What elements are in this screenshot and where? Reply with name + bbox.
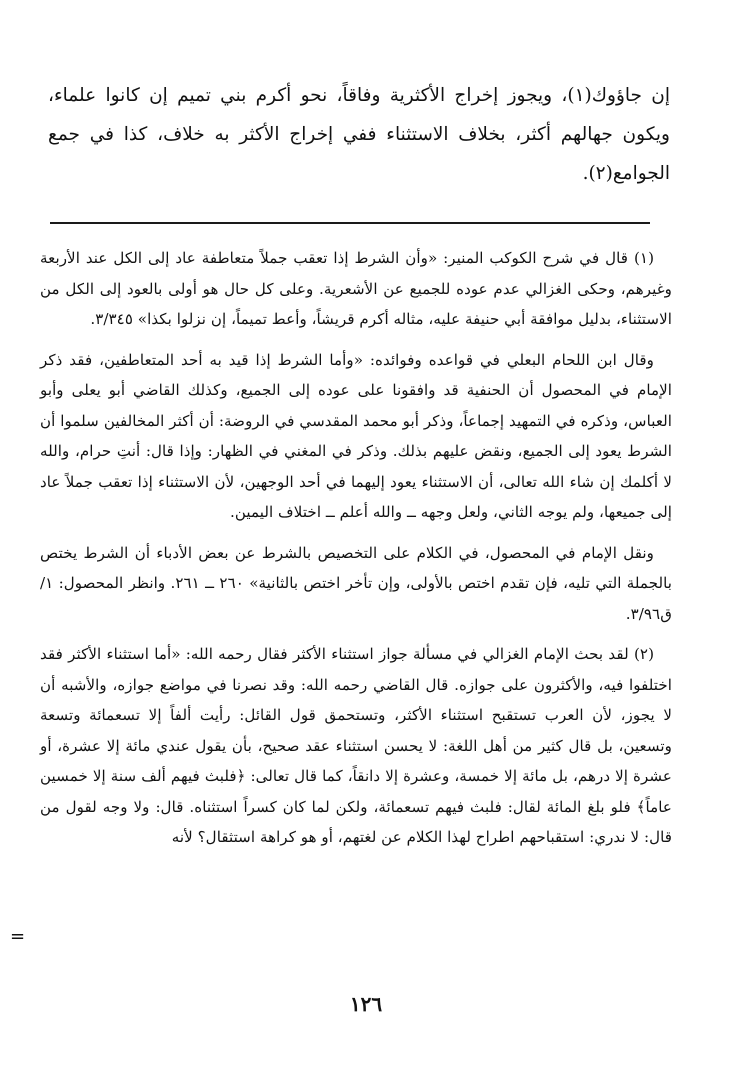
footnote-1: (١) قال في شرح الكوكب المنير: «وأن الشرط إذا تعقب جملاً متعاطفة عاد إلى الكل عند الأربعة وغيرهم، وحكى الغزالي عدم عوده للجميع عن الأشعرية. وعلى كل حال هو أولى بالعود إلى الكل من الاستثناء، بدليل موافقة أبي حنيفة عليه، مثاله أكرم قريشاً، وأعط تميماً، إن نزلوا بكذا» ٣/٣٤٥. bbox=[40, 249, 672, 328]
page-number: ١٢٦ bbox=[349, 992, 383, 1016]
footnote-1-continued-mahsul: ونقل الإمام في المحصول، في الكلام على التخصيص بالشرط عن بعض الأدباء أن الشرط يختص بالجملة التي تليه، فإن تقدم اختص بالأولى، وإن تأخر اختص بالثانية» ٢٦٠ ــ ٢٦١. وانظر المحصول: ١/ق٣/٩٦. bbox=[40, 543, 672, 623]
footnotes bbox=[40, 243, 672, 853]
footnote-divider bbox=[50, 222, 650, 224]
main-text: إن جاؤوك(١)، ويجوز إخراج الأكثرية وفاقاً، نحو أكرم بني تميم إن كانوا علماء، ويكون جهالهم أكثر، بخلاف الاستثناء ففي إخراج الأكثر به خلاف، كذا في جمع الجوامع(٢). bbox=[48, 85, 670, 184]
footnote-2: (٢) لقد بحث الإمام الغزالي في مسألة جواز استثناء الأكثر فقال رحمه الله: «أما استثناء الأكثر فقد اختلفوا فيه، والأكثرون على جوازه. قال القاضي رحمه الله: وقد نصرنا في مواضع جوازه، والأشبه أن لا يجوز، لأن العرب تستقبح استثناء الأكثر، وتستحمق قول القائل: رأيت ألفاً إلا تسعمائة وتسعة وتسعين، بل قال كثير من أهل اللغة: لا يحسن استثناء عقد صحيح، بأن يقول عندي مائة إلا عشرة، أو عشرة إلا درهم، بل مائة إلا خمسة، وعشرة إلا دانقاً، كما قال تعالى: ﴿فلبث فيهم ألف سنة إلا خمسين عاماً﴾ فلو بلغ المائة لقال: فلبث فيهم تسعمائة، ولكن لما كان كسراً استثناه. قال: ولا وجه لقول من قال: لا ندري: استقباحهم اطراح لهذا الكلام عن لغتهم، أو هو كراهة استثقال؟ لأنه bbox=[40, 645, 672, 846]
footnote-1-continued-ibn-allaham: وقال ابن اللحام البعلي في قواعده وفوائده: «وأما الشرط إذا قيد به أحد المتعاطفين، فقد ذكر الإمام في المحصول أن الحنفية قد وافقونا على عوده إلى الجميع، وكذلك القاضي أبو يعلى وأبو العباس، وذكره في التمهيد إجماعاً، وذكر أبو محمد المقدسي في الروضة: أن أكثر المخالفين سلموا أن الشرط يعود إلى الجميع، ونقض عليهم بذلك. وذكر في المغني في الظهار: وإذا قال: أنتِ حرام، والله لا أكلمك إن شاء الله تعالى، أن الاستثناء يعود إليهما في أحد الوجهين، لأن الاستثناء إذا تعقب جملاً عاد إلى جميعها، ولم يوجه الثاني، ولعل وجهه ــ والله أعلم ــ اختلاف اليمين. bbox=[40, 350, 672, 521]
continuation-mark: = bbox=[10, 926, 26, 947]
